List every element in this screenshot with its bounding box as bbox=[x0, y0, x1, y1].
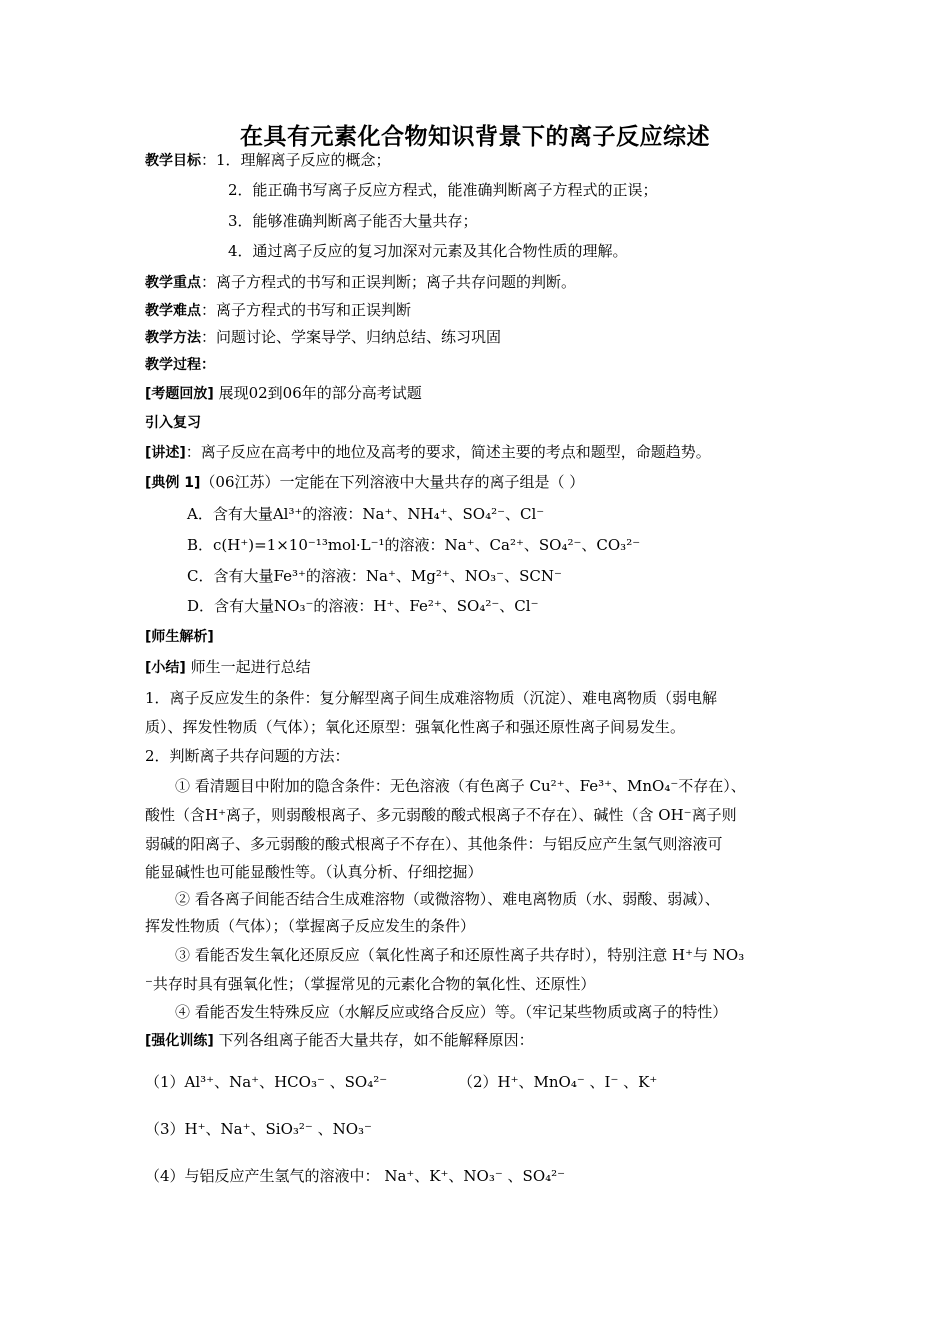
question-4: （4）与铝反应产生氢气的溶液中： Na⁺、K⁺、NO₃⁻ 、SO₄²⁻ bbox=[145, 1167, 566, 1185]
example-1 bbox=[145, 472, 584, 493]
process-label: 教学过程： bbox=[145, 357, 215, 373]
method-2-line-2: 挥发性物质（气体）；（掌握离子反应发生的条件） bbox=[145, 917, 476, 935]
key-points-label: 教学重点 bbox=[145, 275, 201, 291]
lecture bbox=[145, 442, 711, 463]
method-1-line-4: 能显碱性也可能显酸性等。（认真分析、仔细挖掘） bbox=[145, 863, 483, 881]
option-d: D．含有大量NO₃⁻的溶液：H⁺、Fe²⁺、SO₄²⁻、Cl⁻ bbox=[187, 597, 539, 615]
methods-text: 问题讨论、学案导学、归纳总结、练习巩固 bbox=[216, 328, 502, 346]
method-1-line-2: 酸性（含H⁺离子，则弱酸根离子、多元弱酸的酸式根离子不存在）、碱性（含 OH⁻离子则 bbox=[145, 806, 737, 824]
summary-label: [小结] bbox=[145, 660, 186, 676]
intro-label: 引入复习 bbox=[145, 415, 201, 431]
question-2: （2）H⁺、MnO₄⁻ 、I⁻ 、K⁺ bbox=[458, 1073, 658, 1091]
summary-point-2: 2．判断离子共存问题的方法： bbox=[145, 747, 350, 765]
goal-item-1: 1．理解离子反应的概念； bbox=[216, 151, 391, 169]
summary bbox=[145, 657, 311, 678]
analysis-label: [师生解析] bbox=[145, 629, 214, 645]
difficulties-text: 离子方程式的书写和正误判断 bbox=[216, 301, 412, 319]
option-c: C．含有大量Fe³⁺的溶液：Na⁺、Mg²⁺、NO₃⁻、SCN⁻ bbox=[187, 567, 562, 585]
method-3-line-1: ③ 看能否发生氧化还原反应（氧化性离子和还原性离子共存时），特别注意 H⁺与 NO₃ bbox=[175, 946, 745, 964]
method-3-line-2: ⁻共存时具有强氧化性；（掌握常见的元素化合物的氧化性、还原性） bbox=[145, 975, 596, 993]
key-points-text: 离子方程式的书写和正误判断；离子共存问题的判断。 bbox=[216, 273, 577, 291]
option-a: A．含有大量Al³⁺的溶液：Na⁺、NH₄⁺、SO₄²⁻、Cl⁻ bbox=[187, 505, 545, 523]
method-2-line-1: ② 看各离子间能否结合生成难溶物（或微溶物）、难电离物质（水、弱酸、弱减）、 bbox=[175, 890, 720, 908]
document-title: 在具有元素化合物知识背景下的离子反应综述 bbox=[240, 124, 710, 150]
teaching-goals: 教学目标：1．理解离子反应的概念； bbox=[145, 151, 391, 169]
option-b: B．c(H⁺)=1×10⁻¹³mol·L⁻¹的溶液：Na⁺、Ca²⁺、SO₄²⁻、CO₃²⁻ bbox=[187, 536, 641, 554]
training-label-end: ] bbox=[207, 1033, 214, 1049]
question-3: （3）H⁺、Na⁺、SiO₃²⁻ 、NO₃⁻ bbox=[145, 1120, 372, 1138]
lecture-label: [讲述] bbox=[145, 445, 186, 461]
method-1-line-1: ① 看清题目中附加的隐含条件：无色溶液（有色离子 Cu²⁺、Fe³⁺、MnO₄⁻不存在）、 bbox=[175, 777, 746, 795]
goal-item-4: 4．通过离子反应的复习加深对元素及其化合物性质的理解。 bbox=[228, 242, 628, 260]
question-1: （1）Al³⁺、Na⁺、HCO₃⁻ 、SO₄²⁻ bbox=[145, 1073, 388, 1091]
difficulties: 教学难点：离子方程式的书写和正误判断 bbox=[145, 301, 412, 319]
method-4: ④ 看能否发生特殊反应（水解反应或络合反应）等。（牢记某些物质或离子的特性） bbox=[175, 1003, 728, 1021]
training bbox=[145, 1030, 534, 1051]
methods: 教学方法：问题讨论、学案导学、归纳总结、练习巩固 bbox=[145, 328, 502, 346]
difficulties-label: 教学难点 bbox=[145, 303, 201, 319]
goals-label: 教学目标 bbox=[145, 153, 201, 169]
review bbox=[145, 383, 422, 404]
training-text: 下列各组离子能否大量共存，如不能解释原因： bbox=[213, 1031, 534, 1049]
summary-text: 师生一起进行总结 bbox=[185, 658, 311, 676]
goal-item-2: 2．能正确书写离子反应方程式，能准确判断离子方程式的正误； bbox=[228, 181, 658, 199]
review-text: 展现02到06年的部分高考试题 bbox=[213, 384, 422, 402]
methods-label: 教学方法 bbox=[145, 330, 201, 346]
training-label: [强化训练 bbox=[145, 1033, 208, 1049]
summary-point-1-line-1: 1．离子反应发生的条件：复分解型离子间生成难溶物质（沉淀）、难电离物质（弱电解 bbox=[145, 689, 718, 707]
method-1-line-3: 弱碱的阳离子、多元弱酸的酸式根离子不存在）、其他条件：与铝反应产生氢气则溶液可 bbox=[145, 835, 723, 853]
review-label: [考题回放] bbox=[145, 386, 214, 402]
goal-item-3: 3．能够准确判断离子能否大量共存； bbox=[228, 212, 478, 230]
example-label: [典例 1] bbox=[145, 475, 201, 491]
summary-point-1-line-2: 质）、挥发性物质（气体）；氧化还原型：强氧化性离子和强还原性离子间易发生。 bbox=[145, 718, 686, 736]
key-points: 教学重点：离子方程式的书写和正误判断；离子共存问题的判断。 bbox=[145, 273, 577, 291]
example-text: （06江苏）一定能在下列溶液中大量共存的离子组是（ ） bbox=[200, 473, 585, 491]
lecture-text: ：离子反应在高考中的地位及高考的要求，简述主要的考点和题型，命题趋势。 bbox=[185, 443, 711, 461]
